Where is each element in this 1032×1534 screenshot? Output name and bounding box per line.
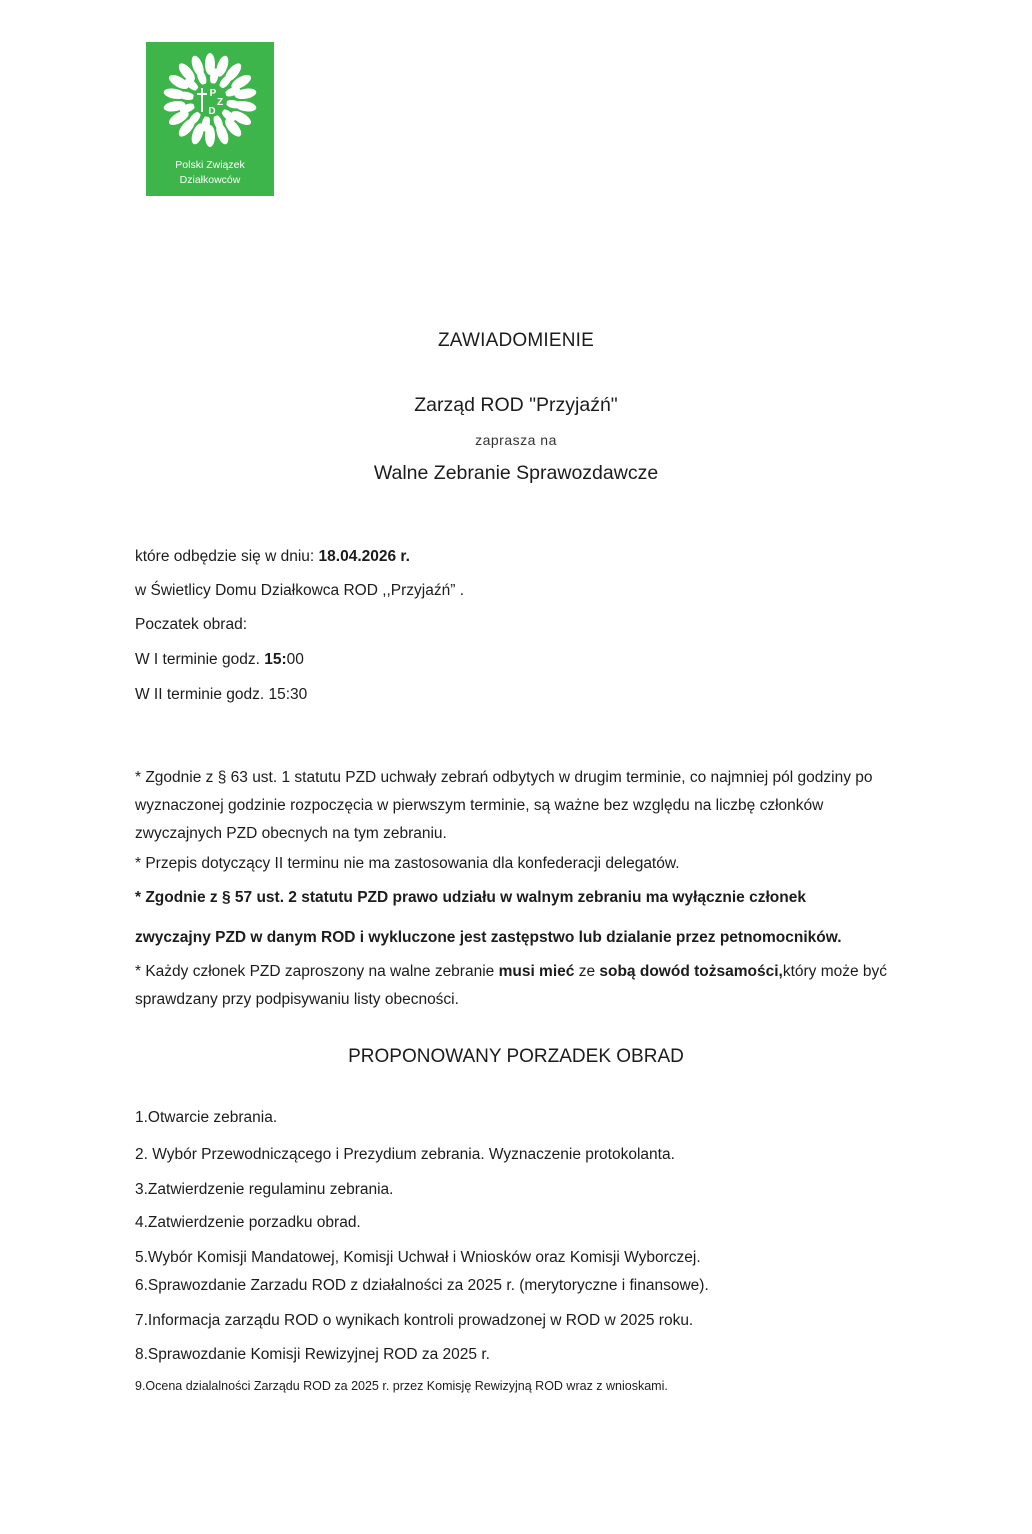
second-term: W II terminie godz. 15:30: [135, 686, 308, 703]
first-term: [135, 651, 304, 669]
agenda-item: 9.Ocena dzialalności Zarządu ROD za 2025 r. przez Komisję Rewizyjną ROD wraz z wnioskami.: [135, 1379, 668, 1393]
date-value: 18.04.2026 r.: [318, 548, 410, 565]
organizer: Zarząd ROD "Przyjaźń": [414, 394, 618, 416]
meeting-date: [135, 548, 410, 566]
meeting-place: w Świetlicy Domu Działkowca ROD ,,Przyjaźń” .: [135, 582, 465, 599]
start-label: Poczatek obrad:: [135, 616, 248, 633]
term1-min: 00: [286, 651, 304, 668]
note4-b: musi mieć: [498, 963, 575, 980]
agenda-item: 7.Informacja zarządu ROD o wynikach kontroli prowadzonej w ROD w 2025 roku.: [135, 1312, 694, 1329]
svg-text:P: P: [209, 88, 217, 99]
agenda-item: 2. Wybór Przewodniczącego i Prezydium zebrania. Wyznaczenie protokolanta.: [135, 1146, 675, 1163]
agenda-item: 5.Wybór Komisji Mandatowej, Komisji Uchwał i Wniosków oraz Komisji Wyborczej.: [135, 1249, 701, 1266]
note4-c: ze: [574, 963, 600, 980]
svg-text:D: D: [208, 106, 216, 117]
note-statute-63: * Zgodnie z § 63 ust. 1 statutu PZD uchwały zebrań odbytych w drugim terminie, co najmniej pól godziny po wyznaczonej godzinie rozpoczęcia w pierwszym terminie, są ważne bez względu na liczbę członków zwyczajnych PZD obecnych na tym zebraniu.: [135, 769, 873, 842]
agenda-item: 3.Zatwierdzenie regulaminu zebrania.: [135, 1181, 394, 1198]
note-delegates: * Przepis dotyczący II terminu nie ma zastosowania dla konfederacji delegatów.: [135, 855, 680, 872]
agenda-item: 8.Sprawozdanie Komisji Rewizyjnej ROD za 2025 r.: [135, 1346, 490, 1363]
invites-text: zaprasza na: [475, 432, 557, 448]
term1-label: W I terminie godz.: [135, 651, 265, 668]
agenda-title: PROPONOWANY PORZADEK OBRAD: [348, 1046, 684, 1067]
agenda-item: 4.Zatwierdzenie porzadku obrad.: [135, 1214, 361, 1231]
pzd-logo: [146, 42, 274, 196]
meeting-name: Walne Zebranie Sprawozdawcze: [373, 462, 659, 484]
note4-d: sobą dowód tożsamości,: [599, 963, 783, 980]
note-statute-57-line1: * Zgodnie z § 57 ust. 2 statutu PZD prawo udziału w walnym zebraniu ma wyłącznie członek: [135, 889, 806, 906]
svg-text:Z: Z: [216, 97, 224, 108]
document-title: ZAWIADOMIENIE: [437, 330, 594, 351]
term1-hour: 15:: [264, 651, 287, 668]
date-label: które odbędzie się w dniu:: [135, 548, 319, 565]
logo-line1: Polski Związek: [175, 159, 245, 171]
agenda-item: 1.Otwarcie zebrania.: [135, 1109, 278, 1126]
note4-a: * Każdy członek PZD zaproszony na walne zebranie: [135, 963, 499, 980]
agenda-item: 6.Sprawozdanie Zarzadu ROD z działalności za 2025 r. (merytoryczne i finansowe).: [135, 1277, 709, 1294]
note4-e: który może być sprawdzany przy podpisywaniu listy obecności.: [135, 963, 888, 1008]
note-identity: [135, 958, 905, 1014]
sunflower-icon: [146, 42, 274, 152]
note-statute-57-line2: zwyczajny PZD w danym ROD i wykluczone jest zastępstwo lub dzialanie przez petnomocników.: [135, 929, 842, 946]
logo-line2: Działkowców: [179, 174, 241, 186]
